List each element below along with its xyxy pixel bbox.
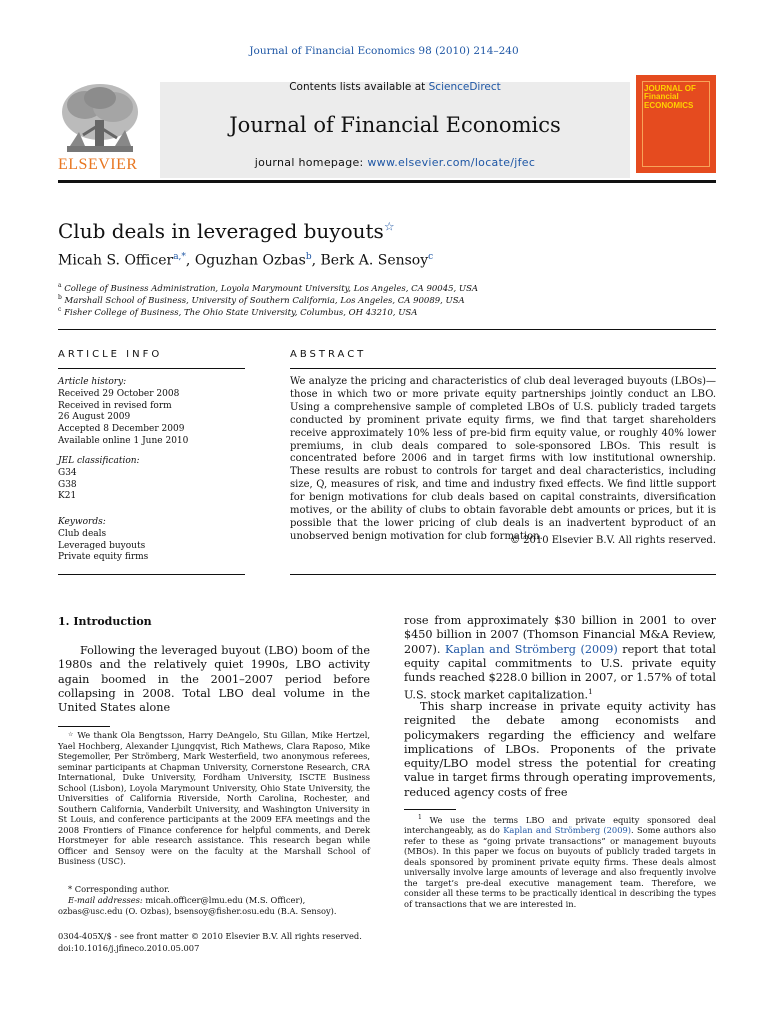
author-name: Berk A. Sensoy (320, 252, 429, 269)
jel-code: G34 (58, 467, 77, 478)
homepage-prefix: journal homepage: (254, 156, 368, 169)
article-info-bottom-rule (58, 574, 245, 575)
corresponding-author: * Corresponding author. (68, 884, 170, 894)
homepage-link[interactable]: www.elsevier.com/locate/jfec (367, 156, 536, 169)
article-history (58, 377, 188, 448)
keywords-label: Keywords: (58, 517, 106, 527)
affiliation-mark: b (58, 294, 62, 301)
acknowledgement-text: We thank Ola Bengtsson, Harry DeAngelo, Stu Gillan, Mike Hertzel, Yael Hochberg, Alexander Ljungqvist, Rich Mathews, Clara Raposo, Mike Stegemoller, Per Strömberg, Mark Westerfield, two anonymous referees, seminar participants at Chapman University, Cornerstone Research, CRA International, Duke University, Fordham University, ISCTE Business School (Lisbon), Loyola Marymount University, Ohio State University, the Universities of California Riverside, North Carolina, Rochester, and Southern California, Vanderbilt University, and Washington University in St Louis, and conference participants at the 2009 EFA meetings and the 2008 Frontiers of Finance conference for helpful comments, and Derek Horstmeyer for able research assistance. This research began while Officer and Sensoy were on the faculty at the Marshall School of Business (USC). (58, 730, 370, 866)
intro-paragraph-right-1 (404, 614, 716, 704)
jel-classification (58, 456, 140, 503)
citation-link[interactable]: Kaplan and Strömberg (2009) (503, 825, 632, 836)
contents-prefix: Contents lists available at (289, 81, 429, 93)
article-info-heading: ARTICLE INFO (58, 349, 163, 360)
doi[interactable]: doi:10.1016/j.jfineco.2010.05.007 (58, 943, 200, 953)
elsevier-wordmark: ELSEVIER (58, 156, 138, 173)
footnote-1 (404, 813, 716, 909)
intro-paragraph-left: Following the leveraged buyout (LBO) boom of the 1980s and the relatively quiet 1990s, LBO activity again boomed in the 2001–2007 period before collapsing in 2008. Total LBO deal volume in the United States alone (58, 644, 370, 715)
journal-reference[interactable]: Journal of Financial Economics 98 (2010) 214–240 (249, 45, 519, 57)
email-text[interactable]: ozbas@usc.edu (O. Ozbas), bsensoy@fisher.osu.edu (B.A. Sensoy). (58, 905, 337, 916)
sciencedirect-link[interactable]: ScienceDirect (428, 81, 501, 93)
affiliation-text: Marshall School of Business, University of Southern California, Los Angeles, CA 90089, USA (64, 295, 465, 306)
title-rule (58, 329, 716, 330)
footnote-mark: 1 (418, 814, 422, 821)
journal-homepage (160, 156, 630, 169)
history-item: Received in revised form (58, 400, 172, 411)
citation-link[interactable]: Kaplan and Strömberg (2009) (444, 642, 618, 656)
abstract-text: We analyze the pricing and characteristics of club deal leveraged buyouts (LBOs)—those in which two or more private equity partnerships jointly conduct an LBO. Using a comprehensive sample of completed LBOs of U.S. publicly traded targets conducted by prominent private equity firms, we find that target shareholders receive approximately 10% less of pre-bid firm equity value, or roughly 40% lower premiums, in club deals compared to sole-sponsored LBOs. This result is concentrated before 2006 and in target firms with low institutional ownership. These results are robust to controls for target and deal characteristics, including size, Q, measures of risk, and time and industry fixed effects. We find little support for benign motivations for club deals based on capital constraints, diversification motives, or the ability of clubs to obtain favorable debt amounts or prices, but it is possible that the lower pricing of club deals is an inadvertent byproduct of an unobserved benign motivation for club formation. (290, 376, 716, 542)
jel-code: G38 (58, 479, 77, 490)
author-affiliation-mark[interactable]: c (428, 252, 434, 262)
keyword: Private equity firms (58, 552, 149, 563)
keyword: Club deals (58, 528, 107, 539)
paragraph-text: rose from approximately $30 billion in 2001 to over $450 billion in 2007 (Thomson Financial M&A Review, 2007). (404, 614, 716, 656)
email-addresses (58, 895, 370, 916)
footnote-text: We use the terms LBO and private equity sponsored deal interchangeably, as do (404, 814, 716, 836)
footnote-mark: ☆ (68, 731, 75, 738)
journal-cover-image (636, 75, 716, 173)
history-item: Accepted 8 December 2009 (58, 424, 185, 435)
keyword: Leveraged buyouts (58, 540, 146, 551)
paper-title (58, 219, 395, 243)
footnote-rule (404, 809, 456, 810)
paragraph-text: report that total equity capital commitments to U.S. private equity funds reached $228.0 billion in 2007, or 1.57% of total U.S. stock market capitalization. (404, 642, 716, 703)
paper-title-text: Club deals in leveraged buyouts (58, 219, 384, 243)
affiliation (58, 306, 417, 318)
intro-paragraph-right-2: This sharp increase in private equity activity has reignited the debate among economists and policymakers regarding the efficiency and welfare implications of LBOs. Proponents of the private equity/LBO model stress the potential for creating value in target firms through operating improvements, reduced agency costs of free (404, 700, 716, 799)
history-item: Available online 1 June 2010 (58, 435, 189, 446)
keywords (58, 517, 148, 564)
affiliation (58, 282, 478, 294)
footnote-mark[interactable]: 1 (588, 688, 593, 697)
affiliation-mark: a (58, 282, 62, 289)
affiliation-text: College of Business Administration, Loyola Marymount University, Los Angeles, CA 90045, USA (64, 283, 479, 294)
affiliation (58, 294, 465, 306)
history-item: Received 29 October 2008 (58, 388, 180, 399)
abstract-bottom-rule (290, 574, 716, 575)
history-item: 26 August 2009 (58, 412, 131, 423)
contents-line (160, 81, 630, 93)
author-name: Micah S. Officer (58, 252, 174, 269)
jel-code: K21 (58, 491, 77, 502)
affiliation-mark: c (58, 306, 62, 313)
email-label: E-mail addresses: (68, 895, 143, 905)
front-matter: 0304-405X/$ - see front matter © 2010 Elsevier B.V. All rights reserved. (58, 931, 362, 941)
abstract-heading: ABSTRACT (290, 349, 367, 360)
history-label: Article history: (58, 377, 127, 387)
abstract-rule (290, 368, 716, 369)
abstract-copyright: © 2010 Elsevier B.V. All rights reserved. (509, 535, 716, 546)
jel-label: JEL classification: (58, 456, 140, 466)
cover-title: JOURNAL OF Financial ECONOMICS (644, 84, 696, 110)
title-footnote-mark[interactable]: ☆ (383, 219, 395, 234)
footnote-rule (58, 726, 110, 727)
header-rule (58, 180, 716, 183)
author-list: Micah S. Officer$^{a,*}$, Oguzhan Ozbas$^b$, Berk A. Sensoy$^c$ (58, 252, 434, 269)
email-text[interactable]: micah.officer@lmu.edu (M.S. Officer), (142, 895, 306, 905)
acknowledgement-footnote (58, 730, 370, 867)
author-name: Oguzhan Ozbas (194, 252, 306, 269)
author-affiliation-mark[interactable]: a,* (173, 252, 186, 262)
affiliation-text: Fisher College of Business, The Ohio State University, Columbus, OH 43210, USA (64, 307, 418, 318)
section-heading-introduction: 1. Introduction (58, 615, 152, 628)
footnote-text: . Some authors also refer to these as “going private transactions” or management buyouts (MBOs). In this paper we focus on buyouts of publicly traded targets in deals sponsored by prominent private equity firms. These deals almost universally involve large amounts of leverage and also frequently involve the target’s pre-deal executive management team. Therefore, we consider all these terms to be practically identical in describing the types of transactions that we are interested in. (404, 825, 717, 909)
journal-title: Journal of Financial Economics (229, 113, 561, 137)
article-info-rule (58, 368, 245, 369)
author-affiliation-mark[interactable]: b (305, 252, 312, 262)
